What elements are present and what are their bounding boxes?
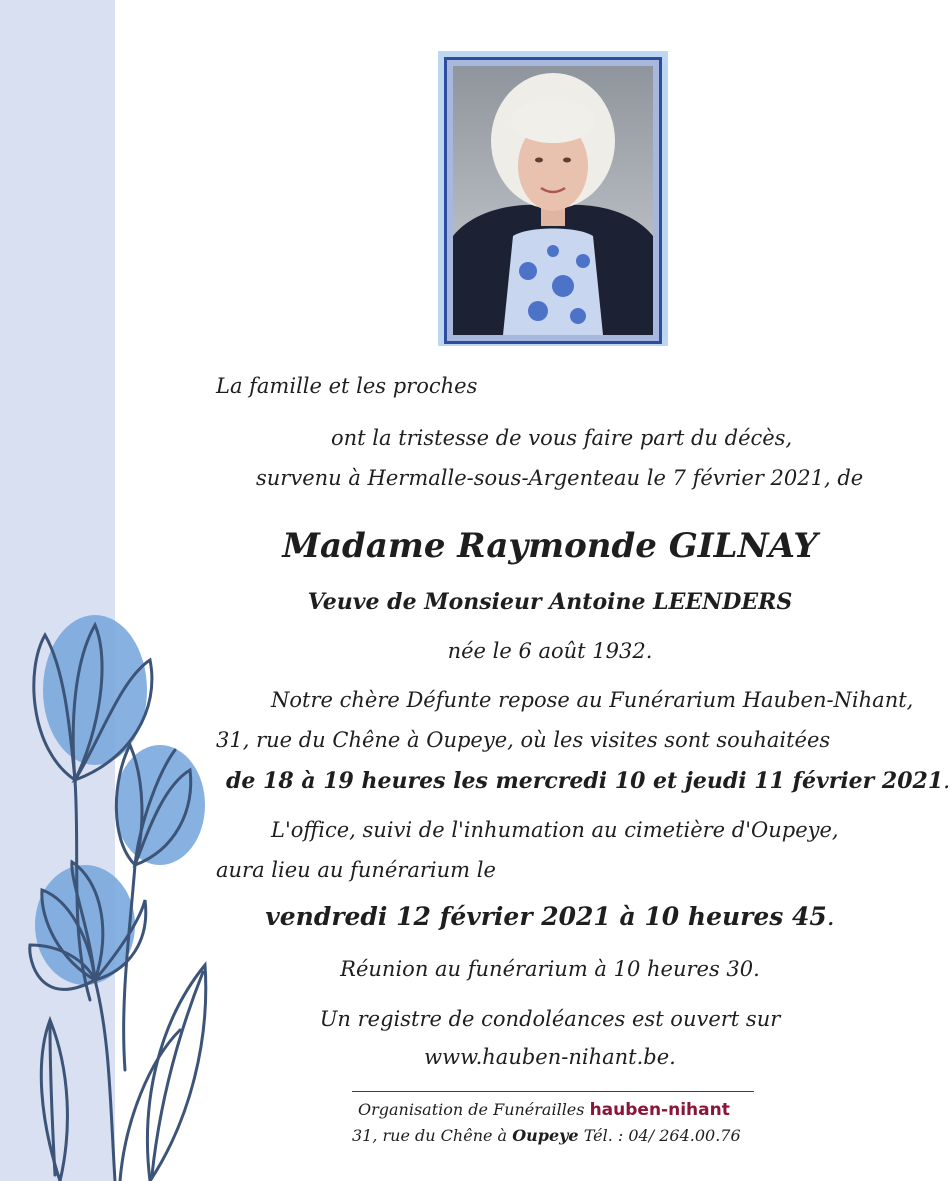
footer-organisation (358, 1100, 730, 1120)
footer-divider (352, 1091, 754, 1092)
intro-text: La famille et les proches (216, 374, 478, 398)
tulip-flowers-illustration (0, 600, 230, 1181)
footer-phone: Tél. : 04/ 264.00.76 (583, 1126, 741, 1145)
spouse-line: Veuve de Monsieur Antoine LEENDERS (307, 589, 793, 615)
visit-hours: de 18 à 19 heures les mercredi 10 et jeudi 11 février 2021 (226, 768, 944, 794)
footer-address (352, 1126, 741, 1145)
register-line-1: Un registre de condoléances est ouvert sur (319, 1007, 781, 1031)
announce-line-1: ont la tristesse de vous faire part du décès, (331, 426, 793, 450)
ceremony-date: vendredi 12 février 2021 à 10 heures 45 (265, 902, 827, 931)
office-line-1: L'office, suivi de l'inhumation au cimetière d'Oupeye, (271, 818, 839, 842)
rest-line-2: 31, rue du Chêne à Oupeye, où les visites sont souhaitées (216, 728, 831, 752)
footer-org-prefix: Organisation de Funérailles (358, 1100, 585, 1119)
ceremony-line (200, 902, 900, 932)
office-line-2: aura lieu au funérarium le (216, 858, 496, 882)
deceased-name: Madame Raymonde GILNAY (282, 526, 818, 566)
meeting-text: Réunion au funérarium à 10 heures 30. (340, 957, 760, 981)
visit-period: . (943, 769, 950, 794)
visit-hours-line (226, 768, 950, 795)
footer-addr-prefix: 31, rue du Chêne à (352, 1126, 508, 1145)
brand-logo-text: hauben-nihant (589, 1100, 730, 1120)
footer-town: Oupeye (512, 1126, 579, 1145)
rest-line-1: Notre chère Défunte repose au Funérarium Hauben-Nihant, (271, 688, 914, 712)
portrait-frame (438, 51, 668, 346)
register-link[interactable]: www.hauben-nihant.be. (424, 1045, 676, 1069)
portrait-photo (453, 66, 653, 335)
ceremony-period: . (826, 902, 835, 931)
announce-line-2: survenu à Hermalle-sous-Argenteau le 7 février 2021, de (256, 466, 864, 490)
birth-date: née le 6 août 1932. (447, 639, 653, 663)
